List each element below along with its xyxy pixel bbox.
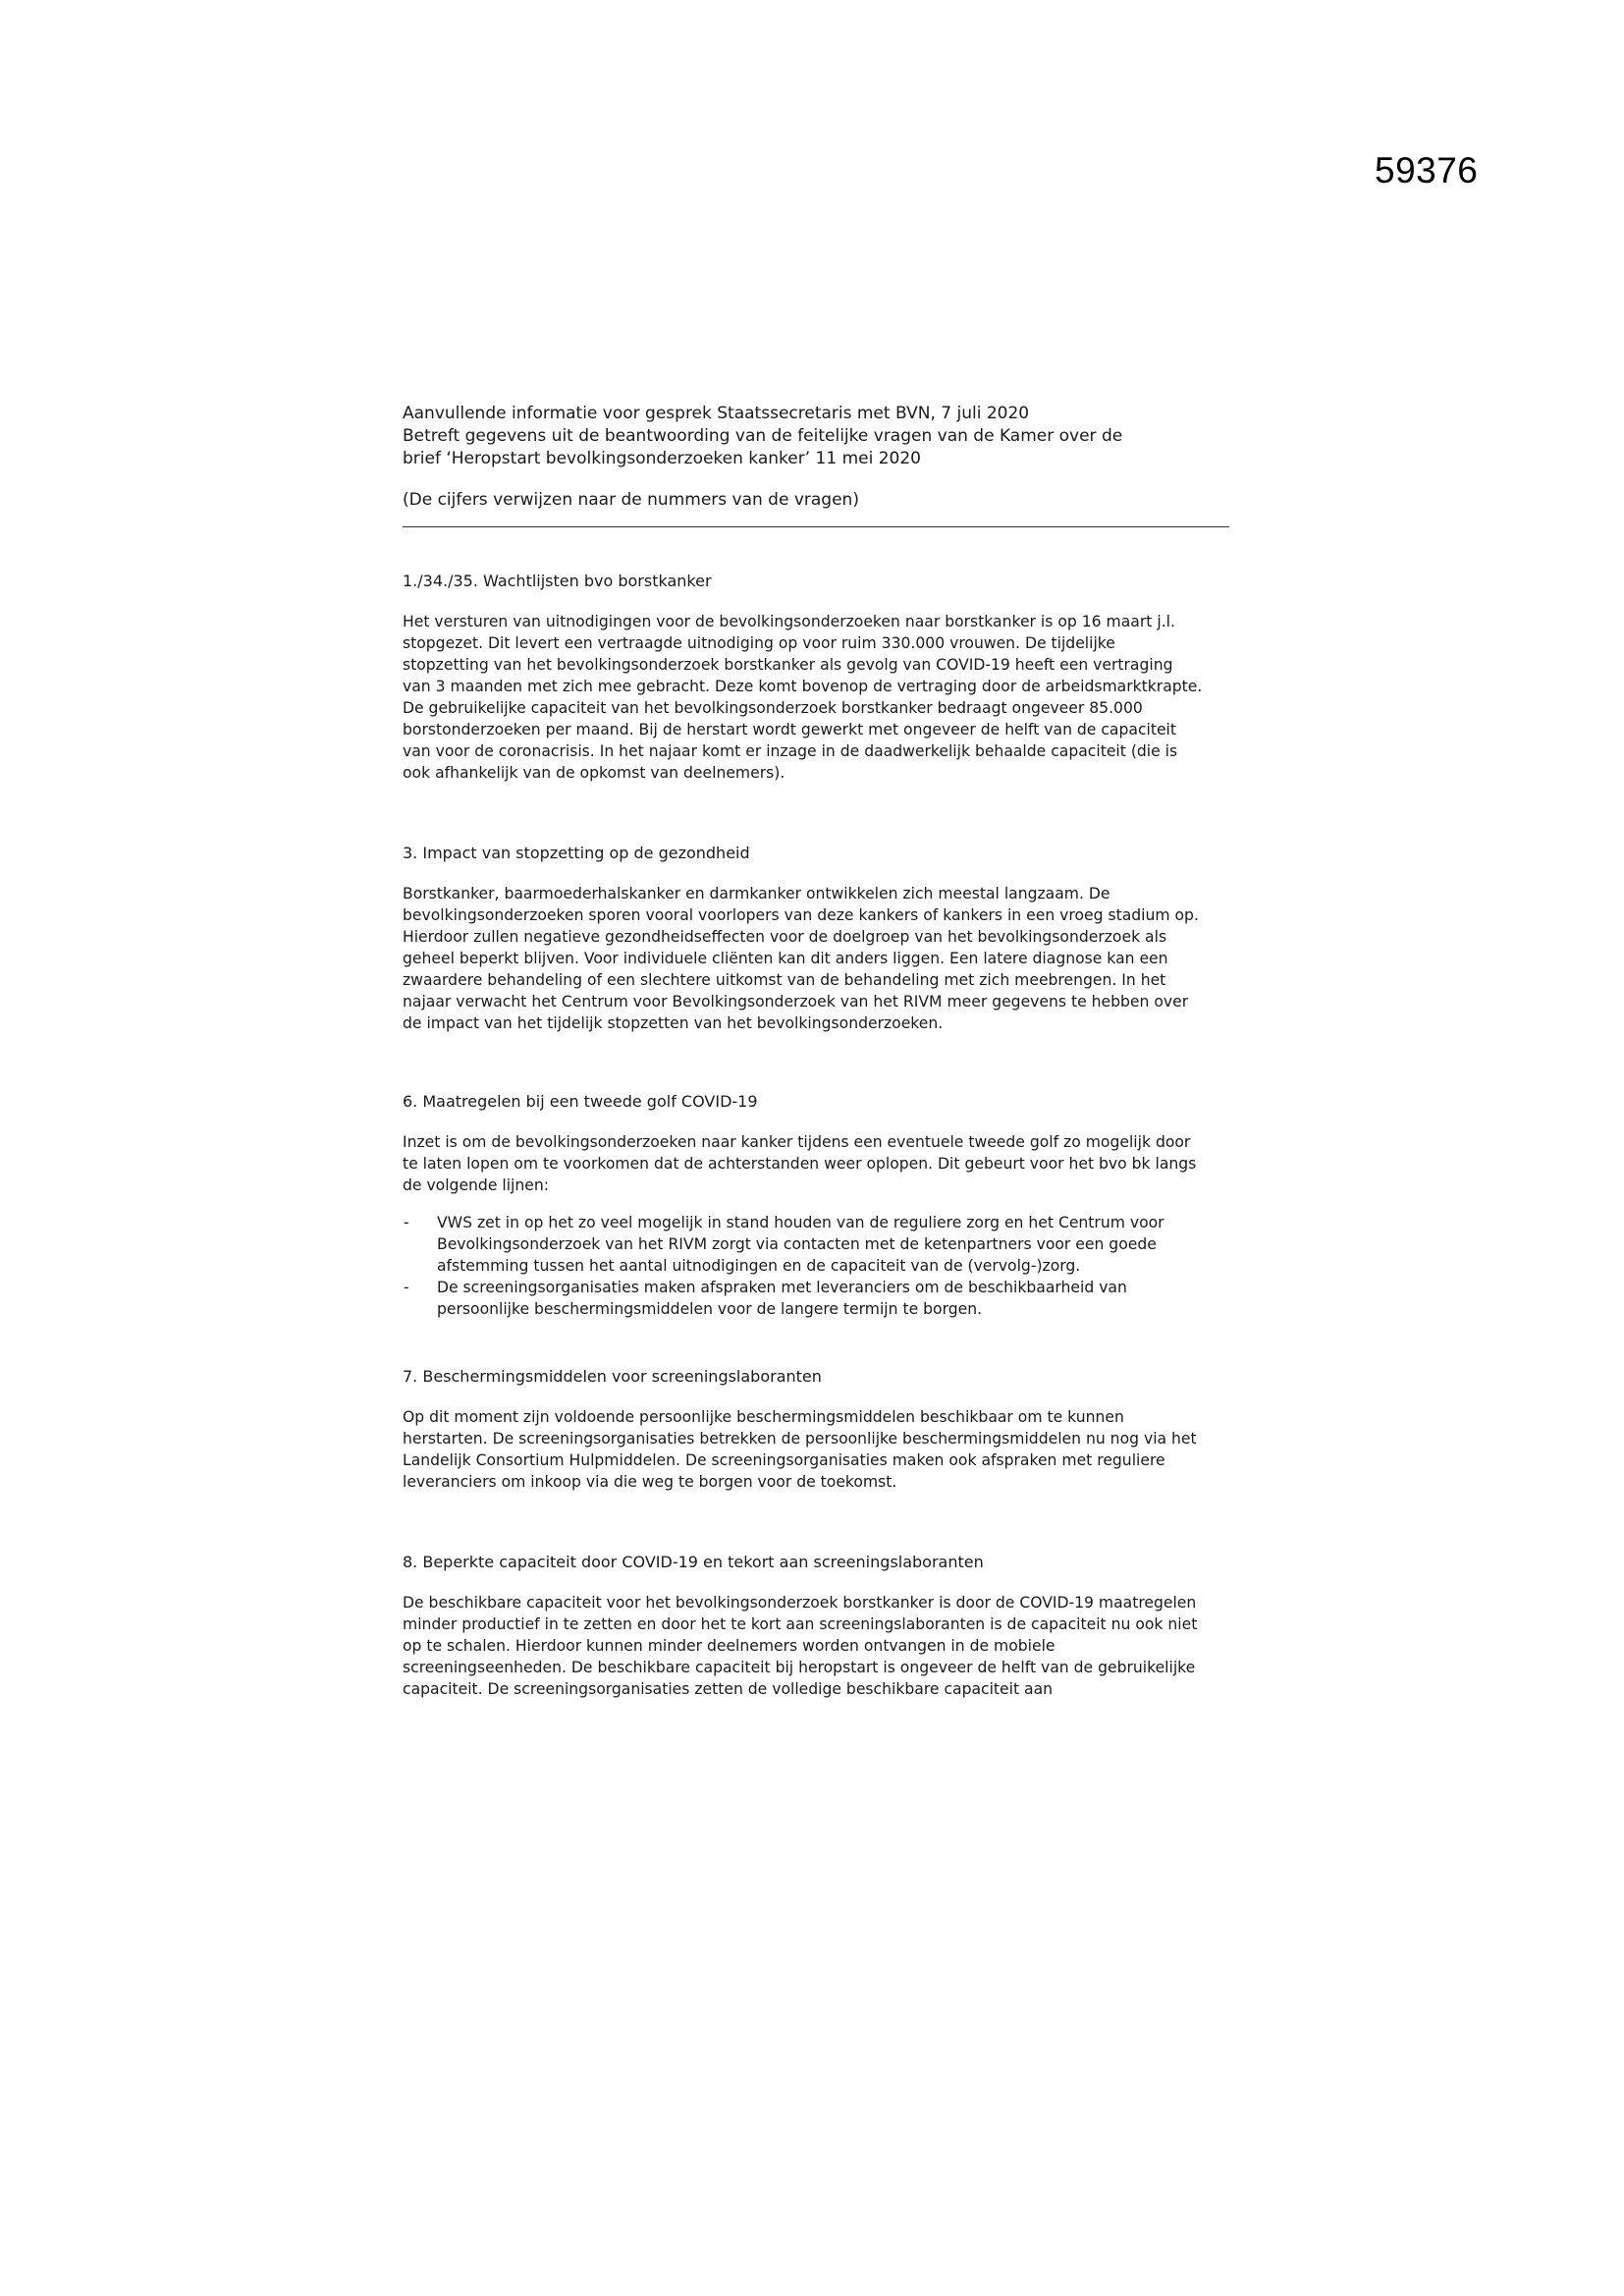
section-paragraph bbox=[403, 1592, 1267, 1700]
section-paragraph bbox=[403, 1406, 1267, 1493]
paragraph-line: van voor de coronacrisis. In het najaar komt er inzage in de daadwerkelijk behaalde capaciteit (die is bbox=[403, 742, 1178, 760]
paragraph-line: de volgende lijnen: bbox=[403, 1176, 549, 1194]
paragraph-line: bevolkingsonderzoeken sporen vooral voorlopers van deze kankers of kankers in een vroeg stadium op. bbox=[403, 906, 1199, 924]
paragraph-line: De gebruikelijke capaciteit van het bevolkingsonderzoek borstkanker bedraagt ongeveer 85.000 bbox=[403, 699, 1143, 717]
paragraph-line: Op dit moment zijn voldoende persoonlijke beschermingsmiddelen beschikbaar om te kunnen bbox=[403, 1408, 1124, 1426]
bullet-line: afstemming tussen het aantal uitnodigingen en de capaciteit van de (vervolg-)zorg. bbox=[437, 1257, 1081, 1275]
paragraph-line: van 3 maanden met zich mee gebracht. Deze komt bovenop de vertraging door de arbeidsmarktkrapte. bbox=[403, 678, 1203, 695]
bullet-dash: - bbox=[404, 1214, 409, 1231]
section-paragraph bbox=[403, 883, 1267, 1034]
paragraph-line: Borstkanker, baarmoederhalskanker en darmkanker ontwikkelen zich meestal langzaam. De bbox=[403, 885, 1110, 902]
paragraph-line: stopgezet. Dit levert een vertraagde uitnodiging op voor ruim 330.000 vrouwen. De tijdelijke bbox=[403, 634, 1115, 652]
header-line: brief ‘Heropstart bevolkingsonderzoeken kanker’ 11 mei 2020 bbox=[403, 449, 921, 468]
bullet-item bbox=[403, 1212, 1267, 1277]
paragraph-line: najaar verwacht het Centrum voor Bevolkingsonderzoek van het RIVM meer gegevens te hebben over bbox=[403, 993, 1189, 1011]
paragraph-line: Het versturen van uitnodigingen voor de bevolkingsonderzoeken naar borstkanker is op 16 maart j.l. bbox=[403, 613, 1175, 630]
paragraph-line: geheel beperkt blijven. Voor individuele cliënten kan dit anders liggen. Een latere diagnose kan een bbox=[403, 950, 1168, 967]
paragraph-line: capaciteit. De screeningsorganisaties zetten de volledige beschikbare capaciteit aan bbox=[403, 1680, 1054, 1698]
header-line: Betreft gegevens uit de beantwoording van de feitelijke vragen van de Kamer over de bbox=[403, 426, 1123, 446]
paragraph-line: minder productief in te zetten en door het te kort aan screeningslaboranten is de capaciteit nu ook niet bbox=[403, 1615, 1198, 1633]
section-beschermingsmiddelen bbox=[403, 1366, 1267, 1493]
section-maatregelen bbox=[403, 1091, 1267, 1320]
bullet-item bbox=[403, 1277, 1267, 1320]
section-paragraph bbox=[403, 1131, 1267, 1196]
paragraph-line: screeningseenheden. De beschikbare capaciteit bij heropstart is ongeveer de helft van de gebruikelijke bbox=[403, 1659, 1196, 1676]
bullet-line: VWS zet in op het zo veel mogelijk in stand houden van de reguliere zorg en het Centrum voor bbox=[437, 1214, 1164, 1231]
paragraph-line: Inzet is om de bevolkingsonderzoeken naar kanker tijdens een eventuele tweede golf zo mogelijk door bbox=[403, 1133, 1191, 1151]
paragraph-line: Landelijk Consortium Hulpmiddelen. De screeningsorganisaties maken ook afspraken met reguliere bbox=[403, 1451, 1165, 1469]
bullet-dash: - bbox=[404, 1279, 409, 1296]
section-title: 7. Beschermingsmiddelen voor screeningslaboranten bbox=[403, 1367, 822, 1386]
bullet-line: De screeningsorganisaties maken afspraken met leveranciers om de beschikbaarheid van bbox=[437, 1279, 1127, 1296]
section-paragraph bbox=[403, 611, 1267, 784]
header-line: Aanvullende informatie voor gesprek Staatssecretaris met BVN, 7 juli 2020 bbox=[403, 404, 1030, 423]
paragraph-line: De beschikbare capaciteit voor het bevolkingsonderzoek borstkanker is door de COVID-19 maatregelen bbox=[403, 1594, 1197, 1612]
header-divider bbox=[403, 526, 1229, 527]
paragraph-line: stopzetting van het bevolkingsonderzoek borstkanker als gevolg van COVID-19 heeft een vertraging bbox=[403, 656, 1173, 674]
header-note: (De cijfers verwijzen naar de nummers van de vragen) bbox=[403, 490, 859, 510]
paragraph-line: herstarten. De screeningsorganisaties betrekken de persoonlijke beschermingsmiddelen nu nog via het bbox=[403, 1430, 1197, 1448]
section-capaciteit bbox=[403, 1552, 1267, 1700]
paragraph-line: op te schalen. Hierdoor kunnen minder deelnemers worden ontvangen in de mobiele bbox=[403, 1637, 1056, 1655]
section-title: 3. Impact van stopzetting op de gezondheid bbox=[403, 844, 750, 862]
paragraph-line: borstonderzoeken per maand. Bij de herstart wordt gewerkt met ongeveer de helft van de capaciteit bbox=[403, 721, 1177, 738]
bullet-line: Bevolkingsonderzoek van het RIVM zorgt via contacten met de ketenpartners voor een goede bbox=[437, 1235, 1157, 1253]
paragraph-line: de impact van het tijdelijk stopzetten van het bevolkingsonderzoeken. bbox=[403, 1014, 944, 1032]
paragraph-line: Hierdoor zullen negatieve gezondheidseffecten voor de doelgroep van het bevolkingsonderzoek als bbox=[403, 928, 1167, 946]
bullet-list bbox=[403, 1212, 1267, 1320]
paragraph-line: te laten lopen om te voorkomen dat de achterstanden weer oplopen. Dit gebeurt voor het bvo bk langs bbox=[403, 1155, 1197, 1173]
section-impact bbox=[403, 843, 1267, 1034]
document-body bbox=[403, 403, 1267, 1700]
document-header bbox=[403, 403, 1267, 470]
section-wachtlijsten bbox=[403, 571, 1267, 784]
paragraph-line: leveranciers om inkoop via die weg te borgen voor de toekomst. bbox=[403, 1473, 897, 1491]
document-number: 59376 bbox=[1375, 150, 1479, 191]
section-title: 8. Beperkte capaciteit door COVID-19 en tekort aan screeningslaboranten bbox=[403, 1553, 984, 1571]
bullet-line: persoonlijke beschermingsmiddelen voor de langere termijn te borgen. bbox=[437, 1300, 983, 1318]
section-title: 6. Maatregelen bij een tweede golf COVID-19 bbox=[403, 1092, 758, 1111]
section-title: 1./34./35. Wachtlijsten bvo borstkanker bbox=[403, 572, 712, 590]
paragraph-line: ook afhankelijk van de opkomst van deelnemers). bbox=[403, 764, 785, 782]
paragraph-line: zwaardere behandeling of een slechtere uitkomst van de behandeling met zich meebrengen. In het bbox=[403, 971, 1166, 989]
